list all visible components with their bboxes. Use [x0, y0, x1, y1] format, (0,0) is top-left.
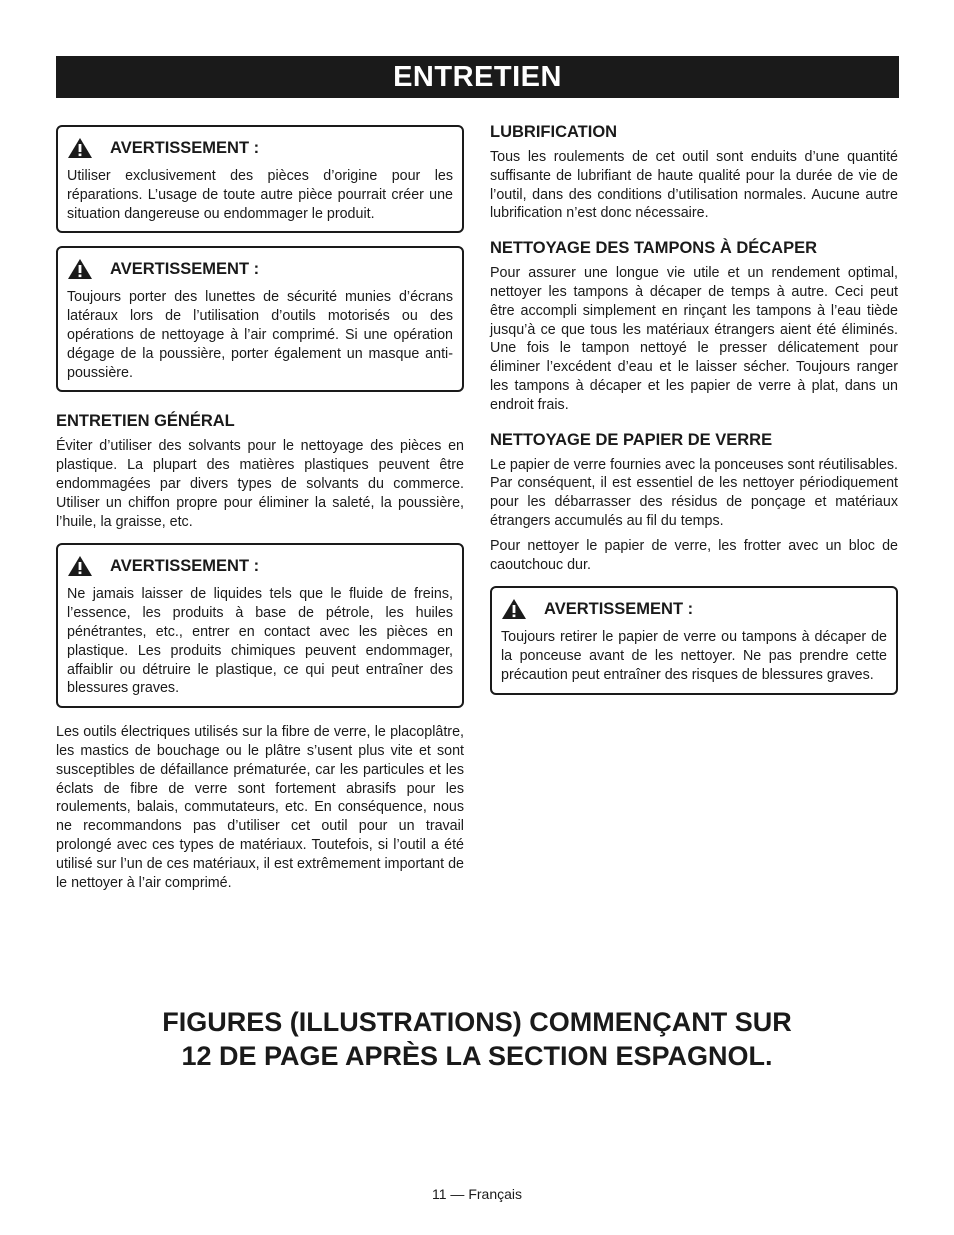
warning-triangle-icon — [67, 137, 93, 159]
warning-text: Toujours retirer le papier de verre ou tampons à décaper de la ponceuse avant de les nettoyer. Ne pas prendre cette précaution peut entraîner des risques de blessures graves. — [501, 629, 887, 683]
warning-header — [67, 137, 453, 159]
warning-triangle-icon — [67, 555, 93, 577]
section-text: Pour nettoyer le papier de verre, les frotter avec un bloc de caoutchouc dur. — [490, 537, 898, 573]
warning-title: AVERTISSEMENT : — [110, 556, 260, 575]
page-footer — [0, 1186, 954, 1202]
section-text: Tous les roulements de cet outil sont enduits d’une quantité suffisante de lubrifiant de haute qualité pour la durée de vie de l’outil, dans des conditions d’utilisation normales. Aucune autre lubrification n’est donc nécessaire. — [490, 149, 898, 222]
right-column — [490, 125, 898, 708]
section-general-maintenance — [56, 412, 464, 531]
warning-title: AVERTISSEMENT : — [110, 138, 260, 157]
warning-title: AVERTISSEMENT : — [110, 259, 260, 278]
section-text: Éviter d’utiliser des solvants pour le nettoyage des pièces en plastique. La plupart des matières plastiques peuvent être endommagées par divers types de solvants du commerce. Utiliser un chiffon propre pour éliminer la saleté, la poussière, l’huile, la graisse, etc. — [56, 438, 464, 530]
warning-box — [490, 586, 898, 694]
page-number: 11 — Français — [432, 1186, 522, 1202]
section-fiberglass — [56, 723, 464, 892]
warning-box — [56, 543, 464, 708]
section-title: LUBRIFICATION — [490, 123, 618, 141]
warning-box — [56, 125, 464, 233]
page-title-bar — [56, 56, 899, 98]
section-text: Pour assurer une longue vie utile et un rendement optimal, nettoyer les tampons à décaper de temps à autre. Ceci peut être accompli simplement en rinçant les tampons à l’eau tiède jusqu’à ce que tous les matériaux étrangers aient été éliminés. Une fois le tampon nettoyé le presser délicatement pour éliminer l’excédent d’eau et le laisser sécher. Toujours ranger les tampons à décaper et les papier de verre à plat, dans un endroit frais. — [490, 265, 898, 413]
figures-notice — [0, 1005, 954, 1073]
section-title: ENTRETIEN GÉNÉRAL — [56, 412, 235, 431]
warning-title: AVERTISSEMENT : — [544, 599, 694, 618]
warning-text: Utiliser exclusivement des pièces d’origine pour les réparations. L’usage de toute autre pièce pourrait créer une situation dangereuse ou endommager le produit. — [67, 168, 453, 222]
section-sandpaper-cleaning — [490, 431, 898, 575]
notice-line: 12 DE PAGE APRÈS LA SECTION ESPAGNOL. — [181, 1041, 773, 1071]
warning-box — [56, 246, 464, 392]
warning-header — [67, 555, 453, 577]
section-title: NETTOYAGE DES TAMPONS À DÉCAPER — [490, 239, 817, 258]
notice-line: FIGURES (ILLUSTRATIONS) COMMENÇANT SUR — [162, 1007, 792, 1037]
section-text: Le papier de verre fournies avec la ponceuses sont réutilisables. Par conséquent, il est essentiel de les nettoyer périodiquement pour les débarrasser des résidus de ponçage et matériaux étrangers accumulés au fil du temps. — [490, 456, 898, 529]
warning-header — [67, 258, 453, 280]
section-title: NETTOYAGE DE PAPIER DE VERRE — [490, 430, 773, 449]
section-text: Les outils électriques utilisés sur la fibre de verre, le placoplâtre, les mastics de bouchage ou le plâtre s’usent plus vite et sont susceptibles de défaillance prématurée, car les particules et les éclats de fibre de verre sont fortement abrasifs pour les roulements, balais, commutateurs, etc. En conséquence, nous ne recommandons pas d’utiliser cet outil pour un travail prolongé avec ces types de matériaux. Toutefois, si l’outil a été utilisé sur l’un de ces matériaux, il est extrêmement important de le nettoyer à l’air comprimé. — [56, 724, 464, 891]
warning-header — [501, 598, 887, 620]
section-lubrication — [490, 123, 898, 223]
page-title: ENTRETIEN — [393, 60, 562, 93]
section-pad-cleaning — [490, 239, 898, 414]
warning-text: Ne jamais laisser de liquides tels que le fluide de freins, l’essence, les produits à base de pétrole, les huiles pénétrantes, etc., entrer en contact avec les pièces en plastique. Les produits chimiques peuvent endommager, affaiblir ou détruire le plastique, ce qui peut entraîner des blessures graves. — [67, 586, 453, 697]
warning-triangle-icon — [67, 258, 93, 280]
warning-text: Toujours porter des lunettes de sécurité munies d’écrans latéraux lors de l’utilisation d’outils motorisés ou des opérations de nettoyage à l’air comprimé. Si une opération dégage de la poussière, porter également un masque anti-poussière. — [67, 289, 453, 381]
left-column — [56, 125, 464, 904]
warning-triangle-icon — [501, 598, 527, 620]
